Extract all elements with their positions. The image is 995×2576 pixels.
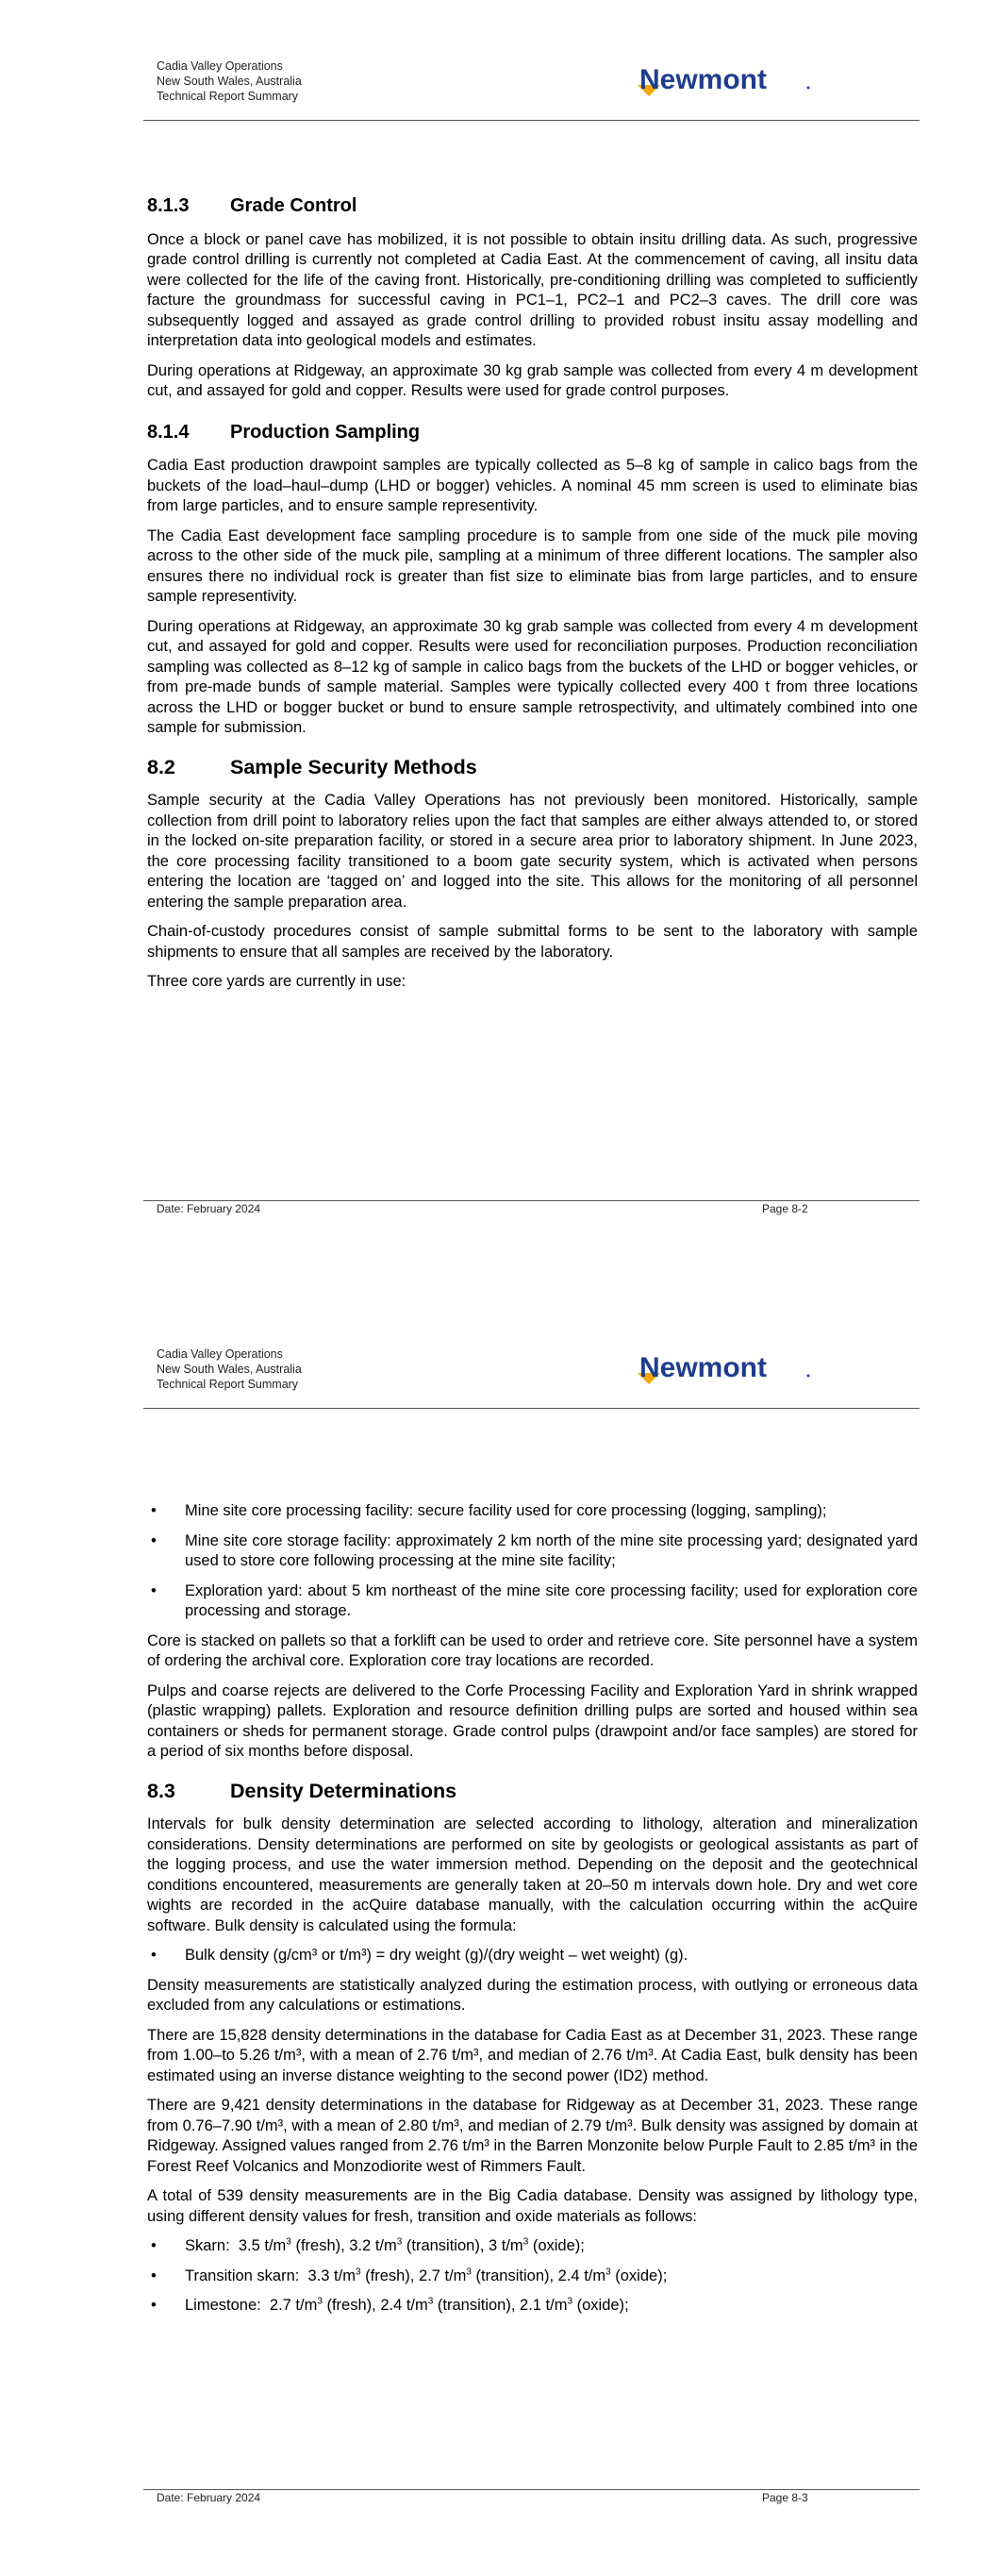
lithology-density-list <box>147 2236 918 2317</box>
formula-list <box>147 1946 918 1966</box>
list-item: • Mine site core storage facility: approximately 2 km north of the mine site processing yard; designated yard used to store core following processing at the mine site facility; <box>147 1531 918 1572</box>
newmont-logo <box>638 1348 812 1386</box>
paragraph: Sample security at the Cadia Valley Operations has not previously been monitored. Historically, sample collection from drill point to laboratory relies upon the fact that samples are either always attended to, or stored in the locked on-site preparation facility, or stored in a secure area prior to laboratory shipment. In June 2023, the core processing facility transitioned to a boom gate security system, which is activated when persons entering the location are ‘tagged on’ and logged into the site. This allows for the monitoring of all personnel entering the sample preparation area. <box>147 792 918 911</box>
paragraph: There are 15,828 density determinations in the database for Cadia East as at December 31, 2023. These range from 1.00–to 5.26 t/m³, with a mean of 2.76 t/m³, and median of 2.76 t/m³. At Cadia East, bulk density has been estimated using an inverse distance weighting to the second power (ID2) method. <box>147 2026 918 2084</box>
list-item: • Exploration yard: about 5 km northeast of the mine site core processing facility; used for exploration core processing and storage. <box>147 1581 918 1622</box>
header-rule <box>143 1408 920 1409</box>
paragraph: Core is stacked on pallets so that a forklift can be used to order and retrieve core. Site personnel have a system of ordering the archival core. Exploration core tray locations are recorded. <box>147 1631 918 1669</box>
paragraph: Once a block or panel cave has mobilized, it is not possible to obtain insitu drilling data. As such, progressive grade control drilling is currently not completed at Cadia East. At the commencement of caving, all insitu data were collected for the life of the caving front. Historically, pre-conditioning drilling was completed to sufficiently facture the groundmass for successful caving in PC1–1, PC2–1 and PC2–3 caves. The drill core was subsequently logged and assayed as grade control drilling to provided robust insitu assay modelling and interpretation data into geological models and estimates. <box>147 230 918 349</box>
paragraph: There are 9,421 density determinations in the database for Ridgeway as at December 31, 2023. These range from 0.76–7.90 t/m³, with a mean of 2.80 t/m³, and median of 2.79 t/m³. Bulk density was assigned by domain at Ridgeway. Assigned values ranged from 2.76 t/m³ in the Barren Monzonite below Purple Fault to 2.85 t/m³ in the Forest Reef Volcanics and Monzodiorite west of Rimmers Fault. <box>147 2097 918 2175</box>
header-line-2: New South Wales, Australia <box>157 1363 302 1376</box>
paragraph: Cadia East production drawpoint samples are typically collected as 5–8 kg of sample in calico bags from the buckets of the load–haul–dump (LHD or bogger) vehicles. A nominal 45 mm screen is used to eliminate bias from large particles, and to ensure sample representivity. <box>147 457 918 514</box>
paragraph: Density measurements are statistically analyzed during the estimation process, with outlying or erroneous data excluded from any calculations or estimations. <box>147 1976 918 2014</box>
header-line-3: Technical Report Summary <box>157 90 299 103</box>
footer-page-number: Page 8-3 <box>762 2491 808 2504</box>
page1-content <box>147 196 918 1002</box>
paragraph: Three core yards are currently in use: <box>147 973 406 990</box>
paragraph: Intervals for bulk density determination are selected according to lithology, alteration and mineralization considerations. Density determinations are performed on site by geologists or geological assistants as part of the logging process, and use the water immersion method. Depending on the deposit and the geotechnical conditions encountered, measurements are generally taken at 20–50 m intervals down hole. Dry and wet core wights are recorded in the acQuire database manually, with the calculation occurring within the acQuire software. Bulk density is calculated using the formula: <box>147 1815 918 1934</box>
footer-page-number: Page 8-2 <box>762 1202 808 1215</box>
list-item: • Limestone: 2.7 $t/m^3$ (fresh), 2.4 $t/m^3$ (transition), 2.1 $t/m^3$ (oxide); <box>147 2296 918 2317</box>
footer-date: Date: February 2024 <box>157 1202 261 1215</box>
footer-rule <box>143 2489 920 2490</box>
paragraph: During operations at Ridgeway, an approximate 30 kg grab sample was collected from every 4 m development cut, and assayed for gold and copper. Results were used for reconciliation purposes. Production reconciliation sampling was collected as 8–12 kg of sample in calico bags from the buckets of the LHD or bogger vehicles, or from pre-made bunds of sample material. Samples were typically collected every 400 t from three locations across the LHD or bogger bucket or bund to ensure sample retrospectivity, and ultimately combined into one sample for submission. <box>147 617 918 736</box>
core-yards-list <box>147 1501 918 1622</box>
logo-text: Newmont <box>639 1352 767 1383</box>
header-rule <box>143 120 920 121</box>
page2-content <box>147 1501 918 2326</box>
header-text <box>157 1347 302 1392</box>
list-item: • Skarn: 3.5 $t/m^3$ (fresh), 3.2 $t/m^3$ (transition), 3 $t/m^3$ (oxide); <box>147 2236 918 2257</box>
page-8-3 <box>0 1288 995 2576</box>
list-item: • Mine site core processing facility: secure facility used for core processing (logging, sampling); <box>147 1501 918 1522</box>
header-line-3: Technical Report Summary <box>157 1378 299 1391</box>
header-text <box>157 59 302 104</box>
list-item: • Bulk density (g/cm³ or t/m³) = dry weight (g)/(dry weight – wet weight) (g). <box>147 1946 918 1966</box>
paragraph: A total of 539 density measurements are in the Big Cadia database. Density was assigned by lithology type, using different density values for fresh, transition and oxide materials as follows: <box>147 2187 918 2225</box>
section-8-1-4-heading: 8.1.4 Production Sampling <box>147 421 421 443</box>
footer-rule <box>143 1200 920 1201</box>
section-8-2-heading: 8.2 Sample Security Methods <box>147 755 477 778</box>
section-8-3-heading: 8.3 Density Determinations <box>147 1779 457 1802</box>
footer-date: Date: February 2024 <box>157 2491 261 2504</box>
section-8-1-3-heading: 8.1.3 Grade Control <box>147 195 357 216</box>
header-line-1: Cadia Valley Operations <box>157 59 283 73</box>
paragraph: Pulps and coarse rejects are delivered to the Corfe Processing Facility and Exploration Yard in shrink wrapped (plastic wrapping) pallets. Exploration and resource definition drilling pulps are sorted and housed within sea containers or sheds for permanent storage. Grade control pulps (drawpoint and/or face samples) are stored for a period of six months before disposal. <box>147 1681 918 1760</box>
paragraph: Chain-of-custody procedures consist of sample submittal forms to be sent to the laboratory with sample shipments to ensure that all samples are received by the laboratory. <box>147 923 918 961</box>
paragraph: During operations at Ridgeway, an approximate 30 kg grab sample was collected from every 4 m development cut, and assayed for gold and copper. Results were used for grade control purposes. <box>147 361 918 399</box>
newmont-logo <box>638 60 812 98</box>
paragraph: The Cadia East development face sampling procedure is to sample from one side of the muck pile moving across to the other side of the muck pile, sampling at a minimum of three different locations. The sampler also ensures there no individual rock is greater than fist size to eliminate bias from large particles, and to ensure sample representivity. <box>147 527 918 605</box>
logo-text: Newmont <box>639 64 767 95</box>
header-line-1: Cadia Valley Operations <box>157 1347 283 1361</box>
header-line-2: New South Wales, Australia <box>157 75 302 88</box>
list-item: • Transition skarn: 3.3 $t/m^3$ (fresh), 2.7 $t/m^3$ (transition), 2.4 $t/m^3$ (oxide); <box>147 2267 918 2287</box>
